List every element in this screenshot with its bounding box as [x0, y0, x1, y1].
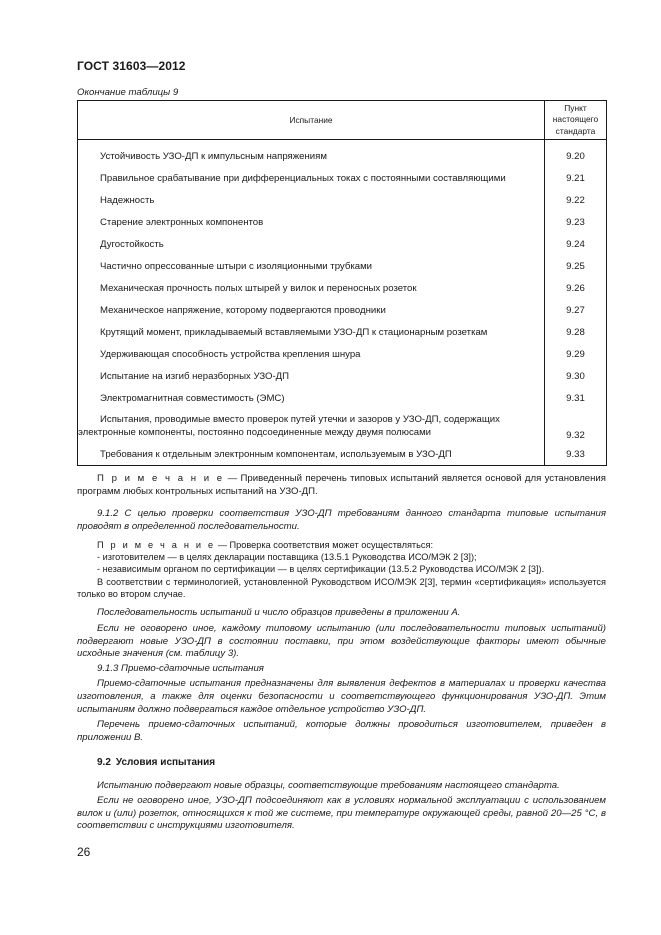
note-tail: В соответствии с терминологией, установленной Руководством ИСО/МЭК 2[3], термин «сертификация» используется только во втором случае. [77, 576, 606, 599]
note-item: - независимым органом по сертификации — в целях сертификации (13.5.2 Руководства ИСО/МЭК 2 [3]). [97, 564, 545, 575]
clause-number: 9.26 [545, 277, 607, 299]
table-row [78, 409, 607, 443]
paragraph-purpose: Приемо-сдаточные испытания предназначены для выявления дефектов в материалах и проверки качества изготовления, а также для оценки безопасности и соответствующего функционирования УЗО-ДП. Этим испытаниям должно подвергаться каждое отдельное устройство УЗО-ДП. [77, 677, 606, 715]
table-row [78, 255, 607, 277]
test-name: Механическое напряжение, которому подвергаются проводники [78, 299, 545, 321]
note-label: П р и м е ч а н и е [97, 473, 225, 484]
paragraph-new-samples: Если не оговорено иное, каждому типовому испытанию (или последовательности типовых испытаний) подвергают новые УЗО-ДП в состоянии поставки, при этом воздействующие факторы имеют обычные исходные значения (см. таблицу 3). [77, 622, 606, 660]
test-name: Требования к отдельным электронным компонентам, используемым в УЗО-ДП [78, 443, 545, 466]
clause-number: 9.23 [545, 211, 607, 233]
clause-number: 9.22 [545, 189, 607, 211]
test-name: Дугостойкость [78, 233, 545, 255]
standard-id: ГОСТ 31603—2012 [77, 59, 186, 73]
test-name: Крутящий момент, прикладываемый вставляемыми УЗО-ДП к стационарным розеткам [78, 321, 545, 343]
clause-number: 9.30 [545, 365, 607, 387]
clause-number: 9.25 [545, 255, 607, 277]
clause-number: 9.29 [545, 343, 607, 365]
paragraph-9-1-3: 9.1.3 Приемо-сдаточные испытания [97, 663, 264, 675]
note-item: - изготовителем — в целях декларации поставщика (13.5.1 Руководства ИСО/МЭК 2 [3]); [97, 552, 477, 563]
paragraph-conditions: Если не оговорено иное, УЗО-ДП подсоединяют как в условиях нормальной эксплуатации с использованием вилок и (или) розеток, относящихся к той же системе, при температуре окружающей среды, равной 20—25 °С, в соответствии с инструкциями изготовителя. [77, 794, 606, 832]
test-name: Испытание на изгиб неразборных УЗО-ДП [78, 365, 545, 387]
table-caption: Окончание таблицы 9 [77, 87, 179, 98]
test-name: Частично опрессованные штыри с изоляционными трубками [78, 255, 545, 277]
clause-number: 9.32 [545, 409, 607, 443]
clause-number: 9.28 [545, 321, 607, 343]
column-header-clause-line: стандарта [555, 125, 596, 136]
page-number: 26 [77, 845, 91, 859]
main-text [77, 607, 606, 745]
note-text: — Приведенный перечень типовых испытаний является основой для установления программ любых контрольных испытаний на УЗО-ДП. [77, 473, 606, 497]
clause-number: 9.27 [545, 299, 607, 321]
section-9-2-text [77, 780, 606, 833]
table-row [78, 299, 607, 321]
table-row [78, 233, 607, 255]
test-name: Правильное срабатывание при дифференциальных токах с постоянными составляющими [78, 167, 545, 189]
section-heading-9-2 [77, 757, 215, 768]
tests-table [77, 100, 607, 466]
column-header-clause-line: Пункт [564, 102, 587, 113]
clause-number: 9.33 [545, 443, 607, 466]
note-2 [77, 539, 606, 600]
table-row [78, 443, 607, 466]
table-row [78, 277, 607, 299]
note-label: П р и м е ч а н и е [97, 540, 216, 550]
table-row [78, 189, 607, 211]
table-row [78, 387, 607, 409]
column-header-test: Испытание [78, 101, 545, 140]
column-header-clause [545, 101, 607, 140]
table-row [78, 321, 607, 343]
table-row [78, 211, 607, 233]
paragraph-list: Перечень приемо-сдаточных испытаний, которые должны проводиться изготовителем, приведен в приложении В. [77, 719, 606, 744]
section-title: Условия испытания [115, 757, 216, 768]
clause-number: 9.31 [545, 387, 607, 409]
test-name: Устойчивость УЗО-ДП к импульсным напряжениям [78, 140, 545, 168]
test-name-line: электронные компоненты, постоянно подсоединенные между двумя полюсами [78, 427, 432, 438]
table-header-row [78, 101, 607, 140]
paragraph-9-1-2: 9.1.2 С целью проверки соответствия УЗО-ДП требованиям данного стандарта типовые испытания проводят в определенной последовательности. [77, 508, 606, 532]
paragraph-sequence: Последовательность испытаний и число образцов приведены в приложении А. [97, 607, 461, 618]
table-row [78, 140, 607, 168]
test-name: Электромагнитная совместимость (ЭМС) [78, 387, 545, 409]
table-row [78, 365, 607, 387]
test-name: Надежность [78, 189, 545, 211]
clause-number: 9.20 [545, 140, 607, 168]
note-text: — Проверка соответствия может осуществляться: [215, 540, 434, 550]
section-number: 9.2 [97, 757, 111, 768]
paragraph-samples: Испытанию подвергают новые образцы, соответствующие требованиям настоящего стандарта. [97, 780, 560, 791]
note-1 [77, 473, 606, 499]
table-row [78, 167, 607, 189]
test-name: Старение электронных компонентов [78, 211, 545, 233]
test-name: Механическая прочность полых штырей у вилок и переносных розеток [78, 277, 545, 299]
test-name: Удерживающая способность устройства крепления шнура [78, 343, 545, 365]
table-row [78, 343, 607, 365]
column-header-clause-line: настоящего [552, 114, 599, 125]
clause-number: 9.24 [545, 233, 607, 255]
test-name-line: Испытания, проводимые вместо проверок путей утечки и зазоров у УЗО-ДП, содержащих [100, 414, 500, 425]
test-name [78, 409, 545, 443]
clause-number: 9.21 [545, 167, 607, 189]
